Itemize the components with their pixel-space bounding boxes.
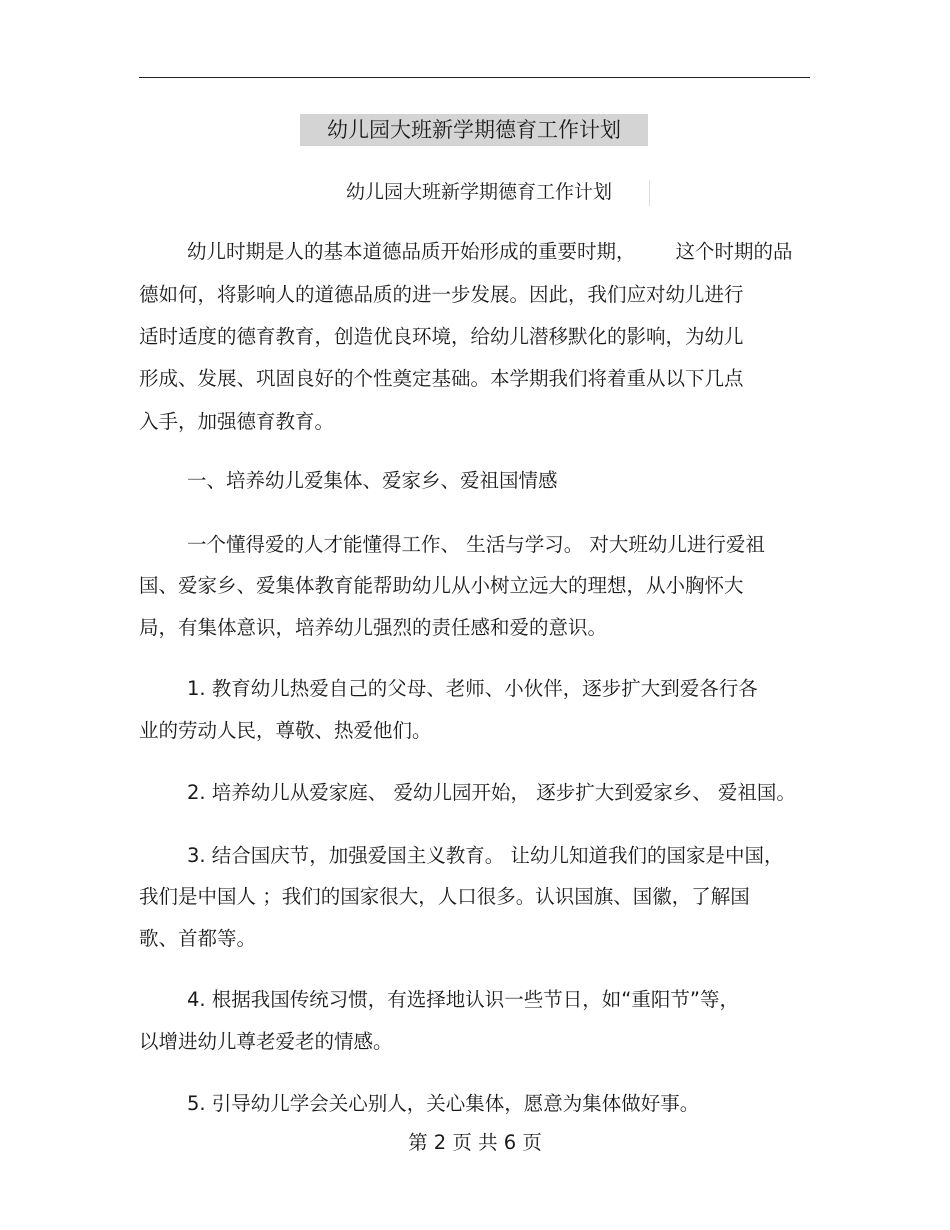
section-1-heading: 一、培养幼儿爱集体、爱家乡、爱祖国情感 [187, 469, 558, 492]
item-1-line-2: 业的劳动人民，尊敬、热爱他们。 [139, 719, 432, 742]
header-rule [139, 77, 810, 78]
page-number-footer: 第 2 页 共 6 页 [408, 1131, 542, 1154]
intro-line-1a: 幼儿时期是人的基本道德品质开始形成的重要时期， [187, 240, 636, 263]
intro-line-5: 入手，加强德育教育。 [139, 410, 335, 433]
section-1-line-1: 一个懂得爱的人才能懂得工作、 生活与学习。 对大班幼儿进行爱祖 [187, 533, 765, 556]
item-5-line-1: 5. 引导幼儿学会关心别人，关心集体，愿意为集体做好事。 [187, 1092, 700, 1115]
document-subtitle: 幼儿园大班新学期德育工作计划 [346, 181, 613, 203]
intro-line-1b: 这个时期的品 [675, 240, 793, 263]
section-1-line-3: 局，有集体意识，培养幼儿强烈的责任感和爱的意识。 [139, 616, 608, 639]
intro-line-1 [187, 238, 793, 266]
item-3-line-3: 歌、首都等。 [139, 927, 257, 950]
subtitle-box-edge [649, 180, 650, 206]
intro-line-2: 德如何，将影响人的道德品质的进一步发展。因此，我们应对幼儿进行 [139, 283, 744, 306]
item-1-line-1: 1. 教育幼儿热爱自己的父母、老师、小伙伴，逐步扩大到爱各行各 [187, 677, 758, 700]
item-4-line-2: 以增进幼儿尊老爱老的情感。 [139, 1030, 393, 1053]
section-1-line-2: 国、爱家乡、爱集体教育能帮助幼儿从小树立远大的理想，从小胸怀大 [139, 574, 744, 597]
intro-line-3: 适时适度的德育教育，创造优良环境，给幼儿潜移默化的影响，为幼儿 [139, 325, 744, 348]
item-2-line-1: 2. 培养幼儿从爱家庭、 爱幼儿园开始， 逐步扩大到爱家乡、 爱祖国。 [187, 781, 796, 804]
document-title: 幼儿园大班新学期德育工作计划 [300, 114, 648, 146]
intro-line-4: 形成、发展、巩固良好的个性奠定基础。本学期我们将着重从以下几点 [139, 367, 744, 390]
item-3-line-2: 我们是中国人 ；我们的国家很大，人口很多。认识国旗、国徽，了解国 [139, 885, 750, 908]
item-3-line-1: 3. 结合国庆节，加强爱国主义教育。 让幼儿知道我们的国家是中国， [187, 844, 784, 867]
item-4-line-1: 4. 根据我国传统习惯，有选择地认识一些节日，如“重阳节”等， [187, 988, 740, 1011]
